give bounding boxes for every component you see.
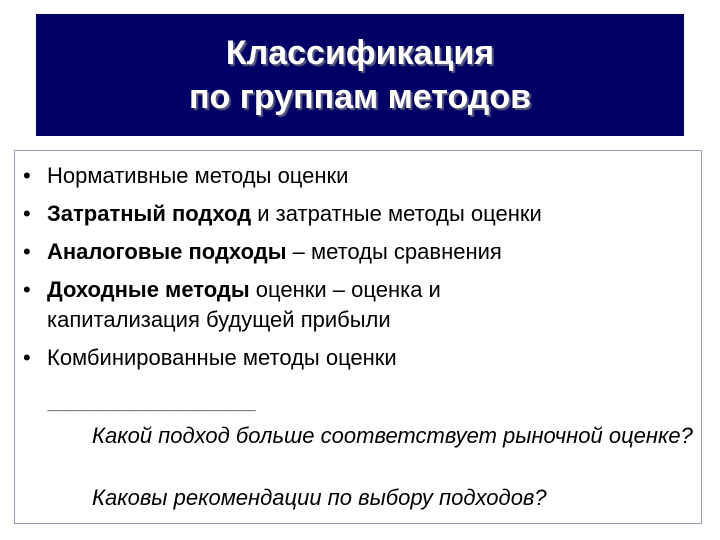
bullet-bold-text: Доходные методы <box>47 277 250 302</box>
bullet-list <box>21 161 691 381</box>
bullet-bold-text: Аналоговые подходы <box>47 239 287 264</box>
bullet-item-income <box>21 275 691 335</box>
bullet-item-combined <box>21 343 691 373</box>
bullet-item-cost <box>21 199 691 229</box>
question-approach: Какой подход больше соответствует рыночной оценке? <box>92 423 693 448</box>
bullet-text: оценки – оценка и <box>249 277 441 302</box>
title-line-1: Классификация <box>225 34 495 72</box>
bullet-icon: • <box>23 239 31 264</box>
bullet-text: – методы сравнения <box>286 239 502 264</box>
bullet-icon: • <box>23 201 31 226</box>
question-recommendations: Каковы рекомендации по выбору подходов? <box>92 485 547 510</box>
bullet-icon: • <box>23 345 31 370</box>
bullet-text: Комбинированные методы оценки <box>47 345 397 370</box>
bullet-item-analog <box>21 237 691 267</box>
content-panel <box>14 150 702 524</box>
title-banner <box>36 14 684 136</box>
bullet-icon: • <box>23 163 31 188</box>
title-line-2: по группам методов <box>188 78 532 116</box>
bullet-bold-text: Затратный подход <box>47 201 252 226</box>
bullet-text: Нормативные методы оценки <box>47 163 349 188</box>
bullet-text: и затратные методы оценки <box>251 201 542 226</box>
bullet-text-continuation: капитализация будущей прибыли <box>47 307 391 332</box>
bullet-icon: • <box>23 277 31 302</box>
separator-line: ----------------------------------------------------------------------------------------------------- <box>47 406 256 415</box>
bullet-item-normative <box>21 161 691 191</box>
